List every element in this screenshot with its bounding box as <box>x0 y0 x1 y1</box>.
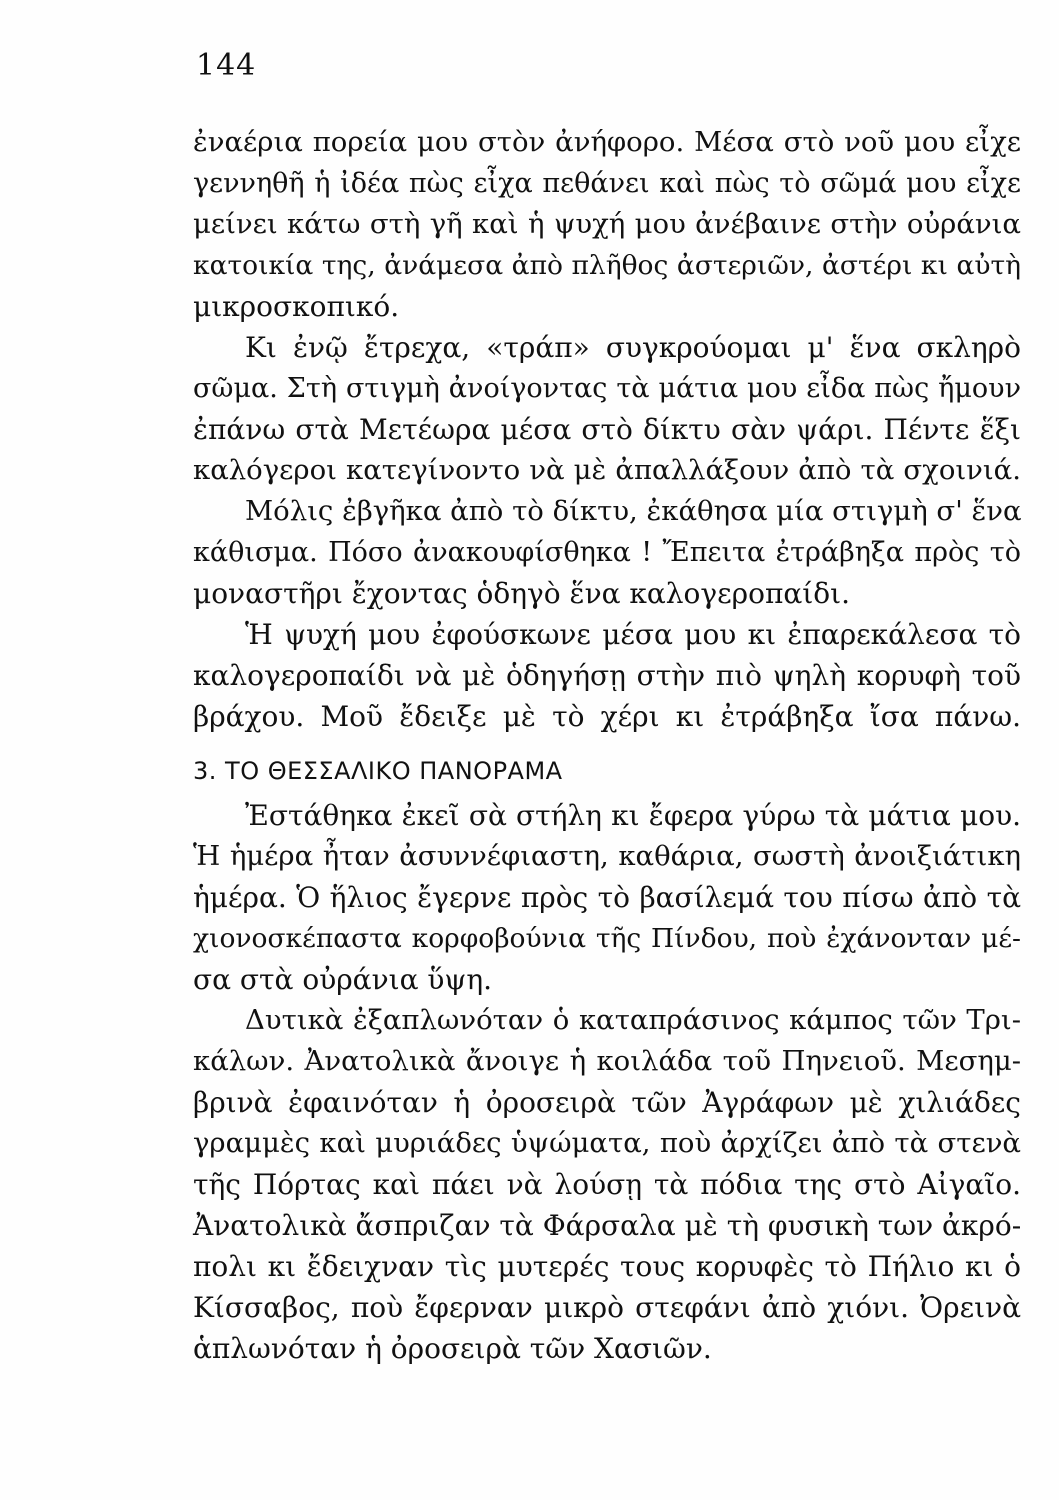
text-line: Ἐστάθηκα ἐκεῖ σὰ στήλη κι ἔφερα γύρω τὰ μάτια μου. <box>245 799 1021 832</box>
text-line: Κι ἐνῷ ἔτρεχα, «τράπ» συγκρούομαι μ' ἕνα σκληρὸ <box>245 331 1021 364</box>
text-line: σῶμα. Στὴ στιγμὴ ἀνοίγοντας τὰ μάτια μου εἶδα πὼς ἤμουν <box>193 373 1021 404</box>
text-line: μείνει κάτω στὴ γῆ καὶ ἡ ψυχή μου ἀνέβαινε στὴν οὐράνια <box>193 208 1021 240</box>
text-line: γεννηθῆ ἡ ἰδέα πὼς εἶχα πεθάνει καὶ πὼς τὸ σῶμά μου εἶχε <box>193 168 1021 199</box>
text-line: κάλων. Ἀνατολικὰ ἄνοιγε ἡ κοιλάδα τοῦ Πηνειοῦ. Μεσημ- <box>193 1045 1021 1077</box>
text-line: κατοικία της, ἀνάμεσα ἀπὸ πλῆθος ἀστεριῶν, ἀστέρι κι αὐτὴ <box>193 250 1021 281</box>
page-number: 144 <box>196 48 257 83</box>
text-line: γραμμὲς καὶ μυριάδες ὑψώματα, ποὺ ἀρχίζει ἀπὸ τὰ στενὰ <box>193 1127 1021 1159</box>
text-line: ἡμέρα. Ὁ ἥλιος ἔγερνε πρὸς τὸ βασίλεμά του πίσω ἀπὸ τὰ <box>193 881 1021 914</box>
text-line: καλογεροπαίδι νὰ μὲ ὁδηγήσῃ στὴν πιὸ ψηλὴ κορυφὴ τοῦ <box>193 659 1021 692</box>
text-line: Δυτικὰ ἐξαπλωνόταν ὁ καταπράσινος κάμπος τῶν Τρι- <box>245 1004 1021 1036</box>
text-line: μικροσκοπικό. <box>193 290 400 323</box>
text-line: καλόγεροι κατεγίνοντο νὰ μὲ ἀπαλλάξουν ἀπὸ τὰ σχοινιά. <box>193 454 1021 486</box>
text-line: βρινὰ ἐφαινόταν ἡ ὀροσειρὰ τῶν Ἀγράφων μὲ χιλιάδες <box>193 1086 1021 1119</box>
text-line: χιονοσκέπαστα κορφοβούνια τῆς Πίνδου, ποὺ ἐχάνονταν μέ- <box>193 923 1021 954</box>
text-line: Ἡ ψυχή μου ἐφούσκωνε μέσα μου κι ἐπαρεκάλεσα τὸ <box>245 618 1021 651</box>
text-line: ἐπάνω στὰ Μετέωρα μέσα στὸ δίκτυ σὰν ψάρι. Πέντε ἕξι <box>193 413 1021 446</box>
text-line: σα στὰ οὐράνια ὕψη. <box>193 963 493 996</box>
text-line: Κίσσαβος, ποὺ ἔφερναν μικρὸ στεφάνι ἀπὸ χιόνι. Ὀρεινὰ <box>193 1291 1021 1324</box>
text-line: ἐναέρια πορεία μου στὸν ἀνήφορο. Μέσα στὸ νοῦ μου εἶχε <box>193 126 1021 158</box>
text-line: Ἀνατολικὰ ἄσπριζαν τὰ Φάρσαλα μὲ τὴ φυσικὴ των ἀκρό- <box>193 1209 1022 1242</box>
text-line: Ἡ ἡμέρα ἦταν ἀσυννέφιαστη, καθάρια, σωστὴ ἀνοιξιάτικη <box>193 840 1021 872</box>
text-line: ἁπλωνόταν ἡ ὀροσειρὰ τῶν Χασιῶν. <box>193 1332 712 1365</box>
section-heading: 3. ΤΟ ΘΕΣΣΑΛΙΚΟ ΠΑΝΟΡΑΜΑ <box>193 757 563 785</box>
text-line: κάθισμα. Πόσο ἀνακουφίσθηκα ! Ἔπειτα ἐτράβηξα πρὸς τὸ <box>193 537 1021 568</box>
text-line: πολι κι ἔδειχναν τὶς μυτερές τους κορυφὲς τὸ Πήλιο κι ὁ <box>193 1250 1021 1283</box>
body-text <box>193 122 1021 1369</box>
text-line: τῆς Πόρτας καὶ πάει νὰ λούσῃ τὰ πόδια της στὸ Αἰγαῖο. <box>193 1168 1021 1201</box>
text-line: μοναστῆρι ἔχοντας ὁδηγὸ ἕνα καλογεροπαίδι. <box>193 577 850 610</box>
text-line: βράχου. Μοῦ ἔδειξε μὲ τὸ χέρι κι ἐτράβηξα ἴσα πάνω. <box>193 700 1021 733</box>
text-line: Μόλις ἐβγῆκα ἀπὸ τὸ δίκτυ, ἐκάθησα μία στιγμὴ σ' ἕνα <box>245 495 1022 527</box>
